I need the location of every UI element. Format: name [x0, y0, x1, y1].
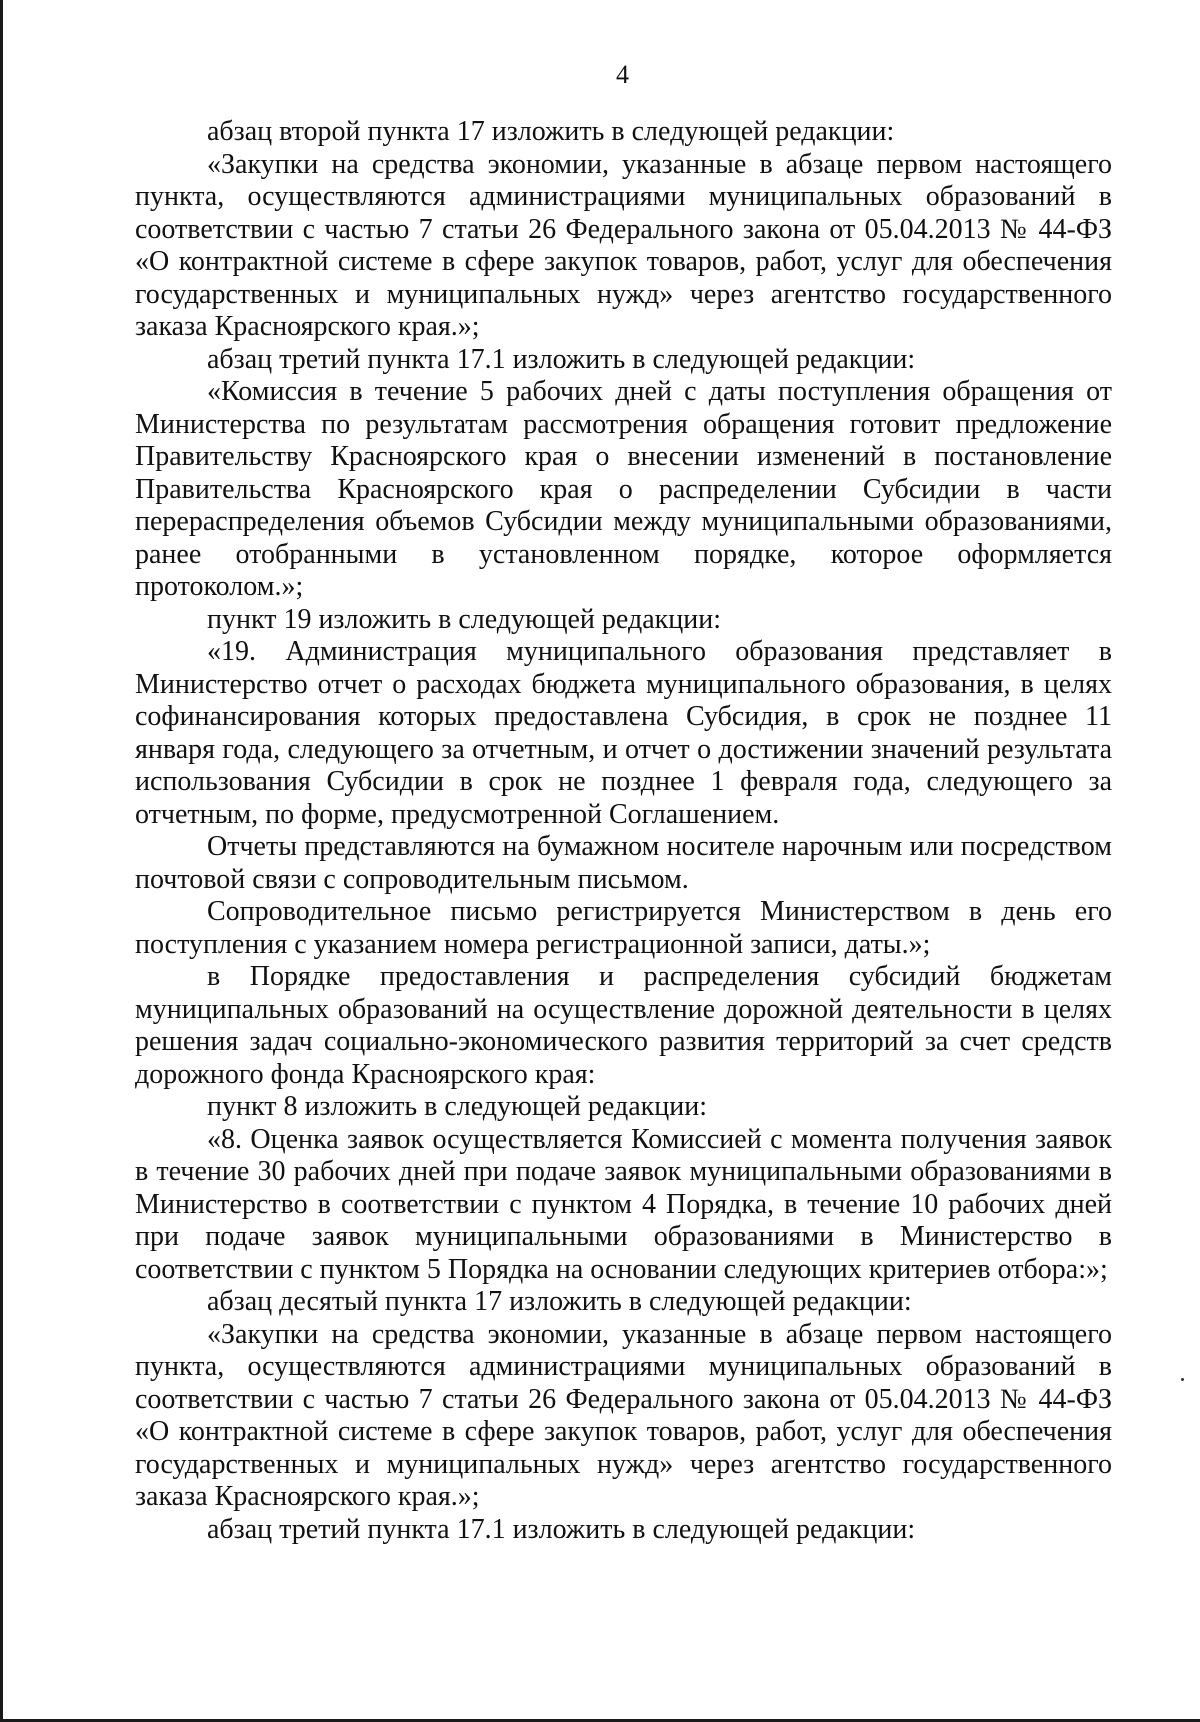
paragraph: абзац второй пункта 17 изложить в следующей редакции: [207, 116, 895, 147]
paragraph: «Комиссия в течение 5 рабочих дней с даты поступления обращения от Министерства по результатам рассмотрения обращения готовит предложение Правительству Красноярского края о внесении изменений в постановление Правительства Красноярского края о распределении Субсидии в части перераспределения объемов Субсидии между муниципальными образованиями, ранее отобранными в установленном порядке, которое оформляется протоколом.»; [135, 376, 1112, 602]
paragraph: абзац третий пункта 17.1 изложить в следующей редакции: [207, 1513, 916, 1545]
paragraph: «Закупки на средства экономии, указанные в абзаце первом настоящего пункта, осуществляются администрациями муниципальных образований в соответствии с частью 7 статьи 26 Федерального закона от 05.04.2013 № 44-ФЗ «О контрактной системе в сфере закупок товаров, работ, услуг для обеспечения государственных и муниципальных нужд» через агентство государственного заказа Красноярского края.»; [135, 1318, 1112, 1512]
page-number: 4 [616, 60, 629, 89]
scan-speck [1181, 1378, 1184, 1381]
scan-border-left [0, 0, 3, 1722]
paragraph: «Закупки на средства экономии, указанные в абзаце первом настоящего пункта, осуществляются администрациями муниципальных образований в соответствии с частью 7 статьи 26 Федерального закона от 05.04.2013 № 44-ФЗ «О контрактной системе в сфере закупок товаров, работ, услуг для обеспечения государственных и муниципальных нужд» через агентство государственного заказа Красноярского края.»; [135, 148, 1112, 342]
paragraph: в Порядке предоставления и распределения субсидий бюджетам муниципальных образований на осуществление дорожной деятельности в целях решения задач социально-экономического развития территорий за счет средств дорожного фонда Красноярского края: [135, 961, 1112, 1090]
paragraph: «8. Оценка заявок осуществляется Комиссией с момента получения заявок в течение 30 рабочих дней при подаче заявок муниципальными образованиями в Министерство в соответствии с пунктом 4 Порядка, в течение 10 рабочих дней при подаче заявок муниципальными образованиями в Министерство в соответствии с пунктом 5 Порядка на основании следующих критериев отбора:»; [135, 1123, 1112, 1285]
paragraph: Отчеты представляются на бумажном носителе нарочным или посредством почтовой связи с сопроводительным письмом. [135, 831, 1112, 895]
paragraph: пункт 8 изложить в следующей редакции: [207, 1091, 707, 1122]
paragraph: Сопроводительное письмо регистрируется Министерством в день его поступления с указанием номера регистрационной записи, даты.»; [135, 896, 1112, 960]
paragraph: «19. Администрация муниципального образования представляет в Министерство отчет о расходах бюджета муниципального образования, в целях софинансирования которых предоставлена Субсидия, в срок не позднее 11 января года, следующего за отчетным, и отчет о достижении значений результата использования Субсидии в срок не позднее 1 февраля года, следующего за отчетным, по форме, предусмотренной Соглашением. [135, 636, 1112, 830]
paragraph: пункт 19 изложить в следующей редакции: [207, 603, 721, 635]
paragraph: абзац десятый пункта 17 изложить в следующей редакции: [207, 1286, 912, 1317]
paragraph: абзац третий пункта 17.1 изложить в следующей редакции: [207, 343, 916, 375]
document-body [135, 116, 1112, 1546]
